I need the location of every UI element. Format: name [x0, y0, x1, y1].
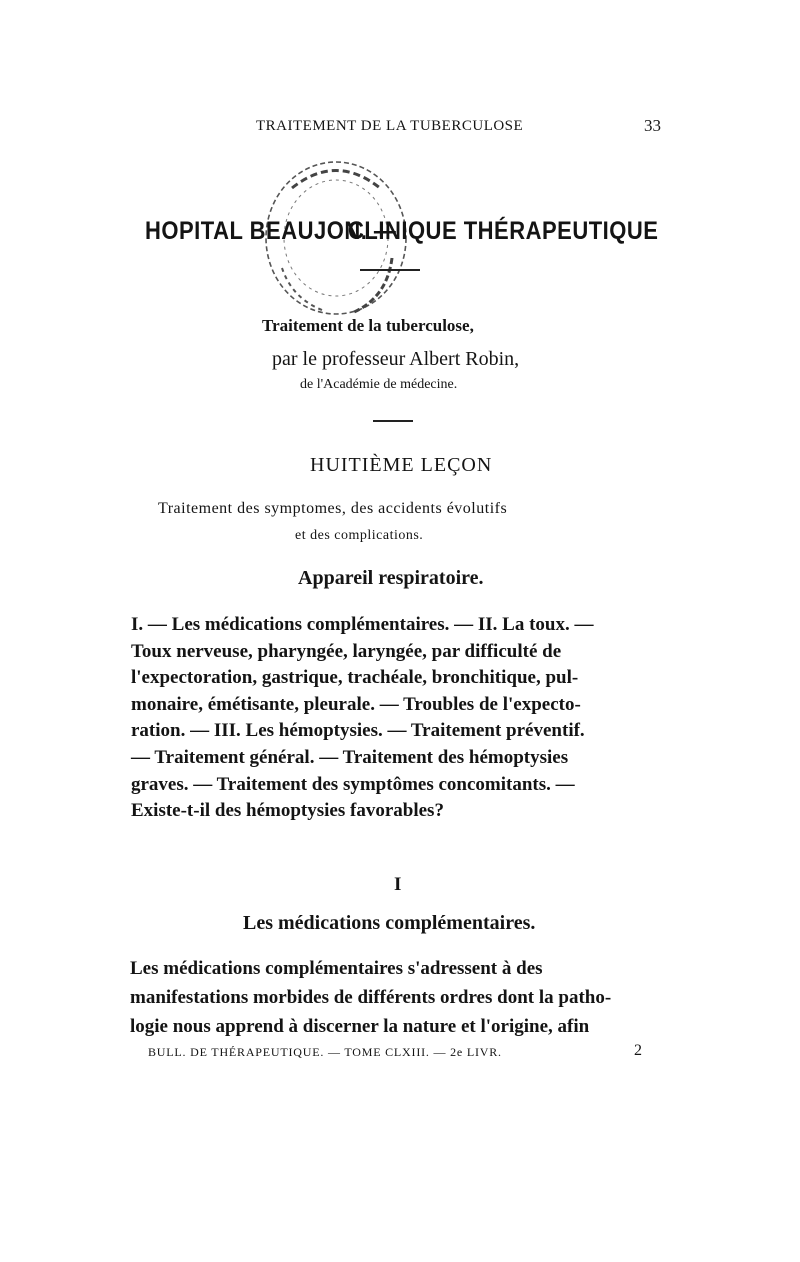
- separator-rule: [373, 420, 413, 422]
- lesson-title: HUITIÈME LEÇON: [310, 454, 493, 476]
- body-line: Les médications complémentaires s'adressent à des: [130, 958, 543, 979]
- section-numeral: I: [394, 874, 402, 895]
- hospital-name: HOPITAL BEAUJON. —: [145, 216, 397, 245]
- body-paragraph: [130, 954, 678, 1041]
- lesson-subtitle-line-2: et des complications.: [295, 528, 424, 543]
- summary-line: Toux nerveuse, pharyngée, laryngée, par difficulté de: [131, 640, 562, 662]
- author-line: par le professeur Albert Robin,: [272, 348, 520, 370]
- summary-line: — Traitement général. — Traitement des hémoptysies: [131, 746, 569, 768]
- author-affiliation: de l'Académie de médecine.: [300, 377, 458, 392]
- body-line: logie nous apprend à discerner la nature et l'origine, afin: [130, 1016, 590, 1037]
- body-line: manifestations morbides de différents ordres dont la patho-: [130, 987, 612, 1008]
- lesson-subtitle-line-1: Traitement des symptomes, des accidents évolutifs: [158, 500, 508, 517]
- summary-line: l'expectoration, gastrique, trachéale, bronchitique, pul-: [131, 667, 579, 689]
- clinic-name: CLINIQUE THÉRAPEUTIQUE: [348, 216, 659, 245]
- summary-line: I. — Les médications complémentaires. — II. La toux. —: [131, 614, 594, 635]
- running-title: TRAITEMENT DE LA TUBERCULOSE: [256, 118, 524, 134]
- summary-line: Existe-t-il des hémoptysies favorables?: [131, 800, 444, 822]
- signature-mark: 2: [634, 1042, 642, 1059]
- section-title: Appareil respiratoire.: [298, 567, 484, 589]
- lecture-subject: Traitement de la tuberculose,: [262, 316, 474, 335]
- lesson-summary: [131, 612, 676, 825]
- footer-citation: BULL. DE THÉRAPEUTIQUE. — TOME CLXIII. — 2e LIVR.: [148, 1045, 502, 1059]
- summary-line: monaire, émétisante, pleurale. — Troubles de l'expecto-: [131, 693, 581, 715]
- section-heading: Les médications complémentaires.: [243, 912, 536, 934]
- summary-line: ration. — III. Les hémoptysies. — Traitement préventif.: [131, 720, 585, 742]
- page-number: 33: [644, 116, 661, 135]
- summary-line: graves. — Traitement des symptômes concomitants. —: [131, 773, 575, 795]
